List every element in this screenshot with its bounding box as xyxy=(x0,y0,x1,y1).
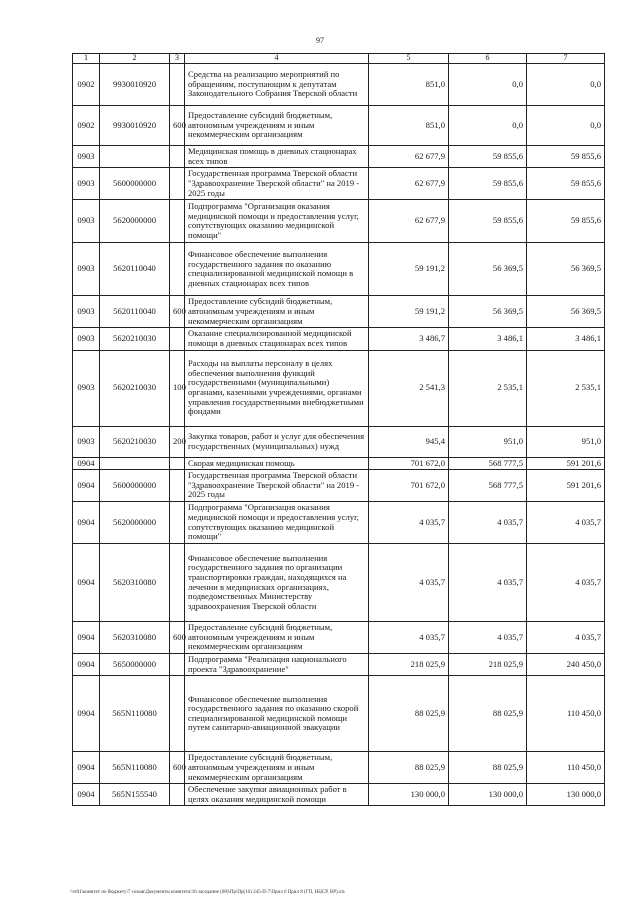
table-row xyxy=(73,457,605,470)
target-article-cell: 5620310080 xyxy=(100,622,170,654)
amount-col6-cell: 568 777,5 xyxy=(449,470,527,502)
amount-col7-cell: 59 855,6 xyxy=(527,146,605,168)
amount-col7-cell: 3 486,1 xyxy=(527,328,605,350)
budget-table xyxy=(72,53,605,806)
target-article-cell: 565N155540 xyxy=(100,784,170,806)
amount-col6-cell: 568 777,5 xyxy=(449,457,527,470)
amount-col6-cell: 951,0 xyxy=(449,426,527,457)
column-header: 2 xyxy=(100,54,170,64)
amount-col7-cell: 4 035,7 xyxy=(527,622,605,654)
item-name-cell: Предоставление субсидий бюджетным, автономным учреждениям и иным некоммерческим организациям xyxy=(185,106,369,146)
amount-col6-cell: 88 025,9 xyxy=(449,676,527,752)
expense-type-cell xyxy=(170,64,185,106)
column-header: 6 xyxy=(449,54,527,64)
expense-type-cell: 100 xyxy=(170,350,185,426)
column-header: 3 xyxy=(170,54,185,64)
table-row xyxy=(73,350,605,426)
table-row xyxy=(73,784,605,806)
amount-col5-cell: 701 672,0 xyxy=(369,457,449,470)
target-article-cell: 5620000000 xyxy=(100,200,170,243)
amount-col5-cell: 59 191,2 xyxy=(369,296,449,328)
section-code-cell: 0903 xyxy=(73,426,100,457)
amount-col6-cell: 88 025,9 xyxy=(449,752,527,784)
table-row xyxy=(73,752,605,784)
column-header: 4 xyxy=(185,54,369,64)
amount-col6-cell: 59 855,6 xyxy=(449,168,527,200)
column-number-row xyxy=(73,54,605,64)
amount-col7-cell: 59 855,6 xyxy=(527,168,605,200)
amount-col6-cell: 56 369,5 xyxy=(449,243,527,296)
amount-col7-cell: 56 369,5 xyxy=(527,296,605,328)
target-article-cell: 5620210030 xyxy=(100,350,170,426)
amount-col6-cell: 3 486,1 xyxy=(449,328,527,350)
column-header: 7 xyxy=(527,54,605,64)
expense-type-cell xyxy=(170,654,185,676)
item-name-cell: Скорая медицинская помощь xyxy=(185,457,369,470)
amount-col6-cell: 4 035,7 xyxy=(449,622,527,654)
table-row xyxy=(73,426,605,457)
expense-type-cell xyxy=(170,243,185,296)
target-article-cell: 5620210030 xyxy=(100,328,170,350)
section-code-cell: 0903 xyxy=(73,168,100,200)
item-name-cell: Государственная программа Тверской области "Здравоохранение Тверской области" на 2019 - 2025 годы xyxy=(185,470,369,502)
section-code-cell: 0902 xyxy=(73,106,100,146)
amount-col5-cell: 2 541,3 xyxy=(369,350,449,426)
amount-col5-cell: 62 677,9 xyxy=(369,146,449,168)
item-name-cell: Средства на реализацию мероприятий по обращениям, поступающим к депутатам Законодательного Собрания Тверской области xyxy=(185,64,369,106)
item-name-cell: Медицинская помощь в дневных стационарах всех типов xyxy=(185,146,369,168)
amount-col7-cell: 2 535,1 xyxy=(527,350,605,426)
target-article-cell: 5600000000 xyxy=(100,470,170,502)
amount-col5-cell: 3 486,7 xyxy=(369,328,449,350)
amount-col7-cell: 591 201,6 xyxy=(527,470,605,502)
amount-col5-cell: 701 672,0 xyxy=(369,470,449,502)
section-code-cell: 0903 xyxy=(73,200,100,243)
expense-type-cell xyxy=(170,470,185,502)
expense-type-cell xyxy=(170,328,185,350)
section-code-cell: 0904 xyxy=(73,676,100,752)
table-row xyxy=(73,622,605,654)
item-name-cell: Обеспечение закупки авиационных работ в целях оказания медицинской помощи xyxy=(185,784,369,806)
section-code-cell: 0903 xyxy=(73,296,100,328)
item-name-cell: Подпрограмма "Организация оказания медицинской помощи и предоставления услуг, сопутствующих оказанию медицинской помощи" xyxy=(185,200,369,243)
table-row xyxy=(73,328,605,350)
page-number: 97 xyxy=(316,36,324,45)
table-row xyxy=(73,168,605,200)
amount-col6-cell: 59 855,6 xyxy=(449,146,527,168)
table-row xyxy=(73,654,605,676)
section-code-cell: 0904 xyxy=(73,752,100,784)
section-code-cell: 0904 xyxy=(73,544,100,622)
section-code-cell: 0904 xyxy=(73,622,100,654)
table-body xyxy=(73,64,605,806)
amount-col5-cell: 945,4 xyxy=(369,426,449,457)
target-article-cell xyxy=(100,457,170,470)
file-path-footer: \\vt01\комитет по бюджету\7 созыв\Документы комитета\16 заседание (08)\Пр\Пр(16) 245-П-7\Прил 6 Прил 8 (ГП, НЦСР, ВР).xls xyxy=(70,890,345,895)
amount-col5-cell: 59 191,2 xyxy=(369,243,449,296)
amount-col5-cell: 62 677,9 xyxy=(369,200,449,243)
section-code-cell: 0904 xyxy=(73,457,100,470)
expense-type-cell xyxy=(170,457,185,470)
amount-col6-cell: 130 000,0 xyxy=(449,784,527,806)
amount-col7-cell: 4 035,7 xyxy=(527,502,605,544)
item-name-cell: Расходы на выплаты персоналу в целях обеспечения выполнения функций государственными (муниципальными) органами, казенными учреждениями, органами управления государственными внебюджетными фондами xyxy=(185,350,369,426)
amount-col5-cell: 88 025,9 xyxy=(369,752,449,784)
expense-type-cell xyxy=(170,676,185,752)
amount-col7-cell: 4 035,7 xyxy=(527,544,605,622)
table-row xyxy=(73,544,605,622)
item-name-cell: Оказание специализированной медицинской помощи в дневных стационарах всех типов xyxy=(185,328,369,350)
target-article-cell: 565N110080 xyxy=(100,676,170,752)
amount-col5-cell: 130 000,0 xyxy=(369,784,449,806)
amount-col6-cell: 4 035,7 xyxy=(449,544,527,622)
amount-col7-cell: 591 201,6 xyxy=(527,457,605,470)
item-name-cell: Финансовое обеспечение выполнения государственного задания по организации транспортировки граждан, находящихся на лечении в медицинских организациях, подведомственных Министерству здравоохранения Тверской области xyxy=(185,544,369,622)
expense-type-cell: 600 xyxy=(170,752,185,784)
item-name-cell: Финансовое обеспечение выполнения государственного задания по оказанию специализированной медицинской помощи в дневных стационарах всех типов xyxy=(185,243,369,296)
expense-type-cell xyxy=(170,502,185,544)
amount-col5-cell: 4 035,7 xyxy=(369,544,449,622)
column-header: 5 xyxy=(369,54,449,64)
amount-col6-cell: 0,0 xyxy=(449,64,527,106)
amount-col5-cell: 88 025,9 xyxy=(369,676,449,752)
expense-type-cell xyxy=(170,200,185,243)
table-row xyxy=(73,676,605,752)
target-article-cell: 5650000000 xyxy=(100,654,170,676)
amount-col6-cell: 2 535,1 xyxy=(449,350,527,426)
table-row xyxy=(73,106,605,146)
target-article-cell: 565N110080 xyxy=(100,752,170,784)
expense-type-cell: 200 xyxy=(170,426,185,457)
expense-type-cell xyxy=(170,544,185,622)
table-row xyxy=(73,146,605,168)
target-article-cell: 5620110040 xyxy=(100,296,170,328)
item-name-cell: Предоставление субсидий бюджетным, автономным учреждениям и иным некоммерческим организациям xyxy=(185,752,369,784)
item-name-cell: Финансовое обеспечение выполнения государственного задания по оказанию скорой специализированной медицинской помощи путем санитарно-авиационной эвакуации xyxy=(185,676,369,752)
amount-col7-cell: 951,0 xyxy=(527,426,605,457)
amount-col5-cell: 218 025,9 xyxy=(369,654,449,676)
target-article-cell xyxy=(100,146,170,168)
amount-col6-cell: 56 369,5 xyxy=(449,296,527,328)
target-article-cell: 9930010920 xyxy=(100,106,170,146)
target-article-cell: 5620110040 xyxy=(100,243,170,296)
column-header: 1 xyxy=(73,54,100,64)
section-code-cell: 0903 xyxy=(73,328,100,350)
table-row xyxy=(73,200,605,243)
item-name-cell: Подпрограмма "Реализация национального проекта "Здравоохранение" xyxy=(185,654,369,676)
table-row xyxy=(73,243,605,296)
amount-col6-cell: 218 025,9 xyxy=(449,654,527,676)
section-code-cell: 0904 xyxy=(73,470,100,502)
amount-col7-cell: 110 450,0 xyxy=(527,676,605,752)
item-name-cell: Предоставление субсидий бюджетным, автономным учреждениям и иным некоммерческим организациям xyxy=(185,296,369,328)
section-code-cell: 0904 xyxy=(73,784,100,806)
table-row xyxy=(73,470,605,502)
amount-col6-cell: 0,0 xyxy=(449,106,527,146)
amount-col7-cell: 130 000,0 xyxy=(527,784,605,806)
expense-type-cell xyxy=(170,784,185,806)
section-code-cell: 0903 xyxy=(73,146,100,168)
amount-col5-cell: 851,0 xyxy=(369,106,449,146)
amount-col7-cell: 110 450,0 xyxy=(527,752,605,784)
amount-col5-cell: 851,0 xyxy=(369,64,449,106)
table-row xyxy=(73,64,605,106)
expense-type-cell: 600 xyxy=(170,296,185,328)
amount-col5-cell: 4 035,7 xyxy=(369,502,449,544)
item-name-cell: Государственная программа Тверской области "Здравоохранение Тверской области" на 2019 - 2025 годы xyxy=(185,168,369,200)
amount-col6-cell: 59 855,6 xyxy=(449,200,527,243)
item-name-cell: Закупка товаров, работ и услуг для обеспечения государственных (муниципальных) нужд xyxy=(185,426,369,457)
expense-type-cell xyxy=(170,168,185,200)
expense-type-cell: 600 xyxy=(170,106,185,146)
expense-type-cell: 600 xyxy=(170,622,185,654)
expense-type-cell xyxy=(170,146,185,168)
amount-col7-cell: 0,0 xyxy=(527,64,605,106)
table-row xyxy=(73,296,605,328)
amount-col5-cell: 4 035,7 xyxy=(369,622,449,654)
target-article-cell: 5620000000 xyxy=(100,502,170,544)
target-article-cell: 5600000000 xyxy=(100,168,170,200)
section-code-cell: 0902 xyxy=(73,64,100,106)
target-article-cell: 5620310080 xyxy=(100,544,170,622)
amount-col7-cell: 59 855,6 xyxy=(527,200,605,243)
target-article-cell: 9930010920 xyxy=(100,64,170,106)
target-article-cell: 5620210030 xyxy=(100,426,170,457)
amount-col6-cell: 4 035,7 xyxy=(449,502,527,544)
amount-col7-cell: 56 369,5 xyxy=(527,243,605,296)
item-name-cell: Предоставление субсидий бюджетным, автономным учреждениям и иным некоммерческим организациям xyxy=(185,622,369,654)
amount-col5-cell: 62 677,9 xyxy=(369,168,449,200)
section-code-cell: 0903 xyxy=(73,350,100,426)
section-code-cell: 0904 xyxy=(73,502,100,544)
amount-col7-cell: 240 450,0 xyxy=(527,654,605,676)
section-code-cell: 0903 xyxy=(73,243,100,296)
section-code-cell: 0904 xyxy=(73,654,100,676)
amount-col7-cell: 0,0 xyxy=(527,106,605,146)
item-name-cell: Подпрограмма "Организация оказания медицинской помощи и предоставления услуг, сопутствующих оказанию медицинской помощи" xyxy=(185,502,369,544)
table-row xyxy=(73,502,605,544)
